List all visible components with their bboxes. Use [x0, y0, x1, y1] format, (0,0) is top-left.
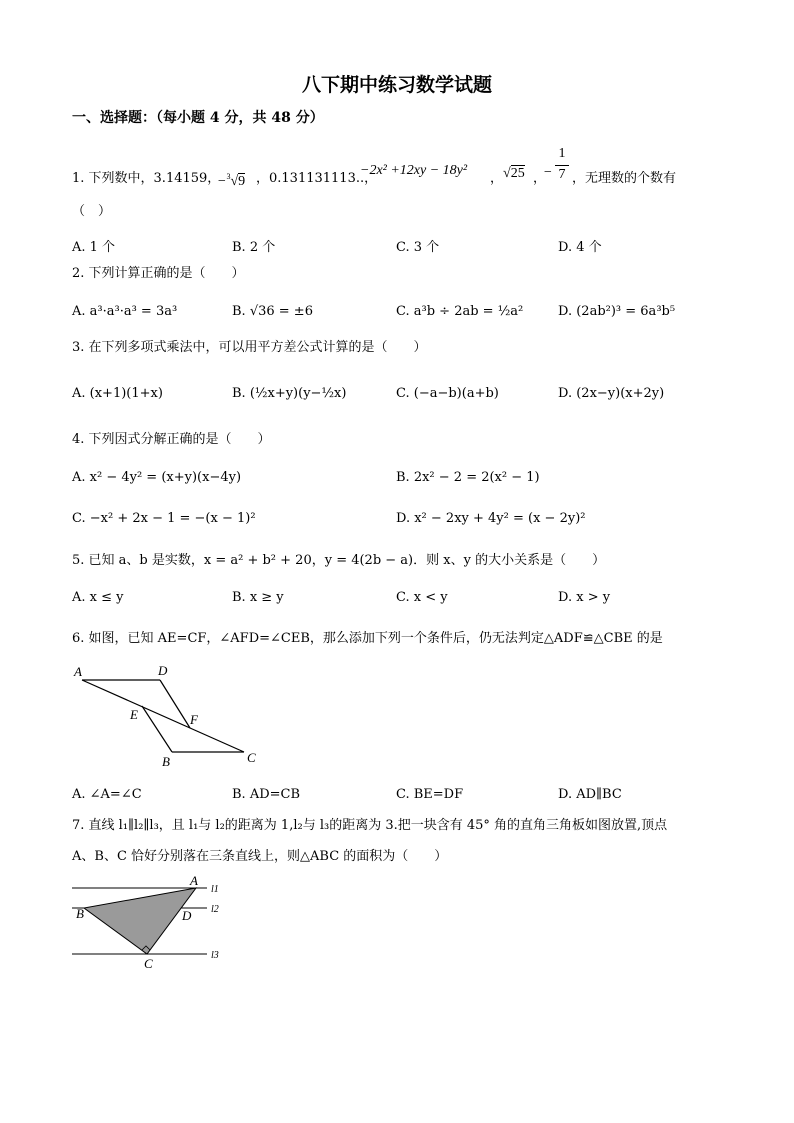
q6-figure — [72, 662, 272, 772]
q6-option-d[interactable]: D. AD∥BC — [558, 787, 622, 802]
label-e: E — [130, 707, 138, 722]
q3-option-c[interactable]: C. (−a−b)(a+b) — [396, 386, 499, 401]
q5-stem: 5. 已知 a、b 是实数，x = a² + b² + 20，y = 4(2b − a)．则 x、y 的大小关系是（ ） — [72, 553, 606, 568]
q2-option-a[interactable]: A. a³·a³·a³ = 3a³ — [72, 304, 178, 319]
q4-option-c[interactable]: C. −x² + 2x − 1 = −(x − 1)² — [72, 511, 256, 526]
q7-line2: A、B、C 恰好分别落在三条直线上，则△ABC 的面积为（ ） — [72, 849, 448, 864]
label-c: C — [247, 750, 256, 765]
page-title: 八下期中练习数学试题 — [301, 74, 492, 96]
label-l2: l2 — [211, 904, 219, 915]
q1-suffix: ，无理数的个数有 — [572, 171, 677, 186]
q1-mid: ，0.131131113..， — [256, 171, 378, 186]
q3-option-a[interactable]: A. (x+1)(1+x) — [72, 386, 163, 401]
q2-option-b[interactable]: B. √36 = ±6 — [232, 304, 313, 319]
line-ac — [82, 680, 244, 752]
q6-option-b[interactable]: B. AD=CB — [232, 787, 301, 802]
label-l3: l3 — [211, 950, 219, 961]
q7-line1: 7. 直线 l₁∥l₂∥l₃，且 l₁与 l₂的距离为 1,l₂与 l₃的距离为 3.把一块含有 45° 角的直角三角板如图放置,顶点 — [72, 818, 668, 833]
q5-option-b[interactable]: B. x ≥ y — [232, 590, 284, 605]
label-b: B — [162, 754, 170, 769]
q1-prefix: 1. 下列数中，3.14159， — [72, 171, 221, 186]
label-a: A — [74, 664, 82, 679]
q1-option-b[interactable]: B. 2 个 — [232, 240, 276, 255]
q1-radicand: 9 — [238, 174, 246, 189]
q1-frac-num: 1 — [558, 146, 566, 161]
q2-stem: 2. 下列计算正确的是（ ） — [72, 266, 245, 281]
q4-option-b[interactable]: B. 2x² − 2 = 2(x² − 1) — [396, 470, 540, 485]
label-f: F — [190, 712, 198, 727]
q4-option-a[interactable]: A. x² − 4y² = (x+y)(x−4y) — [72, 470, 242, 485]
q1-cube-root: −$^3$√9 — [217, 172, 246, 189]
q1-expression: −2x² +12xy − 18y² — [360, 163, 468, 178]
label-a: A — [190, 873, 198, 888]
q1-option-a[interactable]: A. 1 个 — [72, 240, 116, 255]
triangle-abc — [84, 888, 196, 954]
section-heading: 一、选择题：（每小题 4 分，共 48 分） — [72, 110, 324, 126]
label-d: D — [182, 908, 192, 923]
q3-stem: 3. 在下列多项式乘法中，可以用平方差公式计算的是（ ） — [72, 340, 427, 355]
q5-option-d[interactable]: D. x > y — [558, 590, 611, 605]
q6-option-c[interactable]: C. BE=DF — [396, 787, 464, 802]
label-l1: l1 — [211, 884, 219, 895]
label-b: B — [76, 906, 84, 921]
q7-figure — [72, 873, 232, 971]
q4-stem: 4. 下列因式分解正确的是（ ） — [72, 432, 271, 447]
q6-stem: 6. 如图，已知 AE=CF，∠AFD=∠CEB，那么添加下列一个条件后，仍无法判定△ADF≌△CBE 的是 — [72, 631, 663, 646]
q1-option-c[interactable]: C. 3 个 — [396, 240, 440, 255]
q5-option-c[interactable]: C. x < y — [396, 590, 448, 605]
q1-paren: （ ） — [72, 204, 112, 219]
q1-sqrt: √25 — [503, 166, 525, 181]
q3-option-d[interactable]: D. (2x−y)(x+2y) — [558, 386, 665, 401]
q2-option-d[interactable]: D. (2ab²)³ = 6a³b⁵ — [558, 304, 676, 319]
q1-frac-bar — [555, 165, 569, 166]
label-c: C — [144, 956, 153, 971]
q2-option-c[interactable]: C. a³b ÷ 2ab = ½a² — [396, 304, 524, 319]
q1-frac-den: 7 — [558, 167, 566, 182]
q1-option-d[interactable]: D. 4 个 — [558, 240, 602, 255]
q4-option-d[interactable]: D. x² − 2xy + 4y² = (x − 2y)² — [396, 511, 586, 526]
label-d: D — [158, 663, 168, 678]
q5-option-a[interactable]: A. x ≤ y — [72, 590, 124, 605]
q3-option-b[interactable]: B. (½x+y)(y−½x) — [232, 386, 347, 401]
q6-option-a[interactable]: A. ∠A=∠C — [72, 787, 142, 802]
